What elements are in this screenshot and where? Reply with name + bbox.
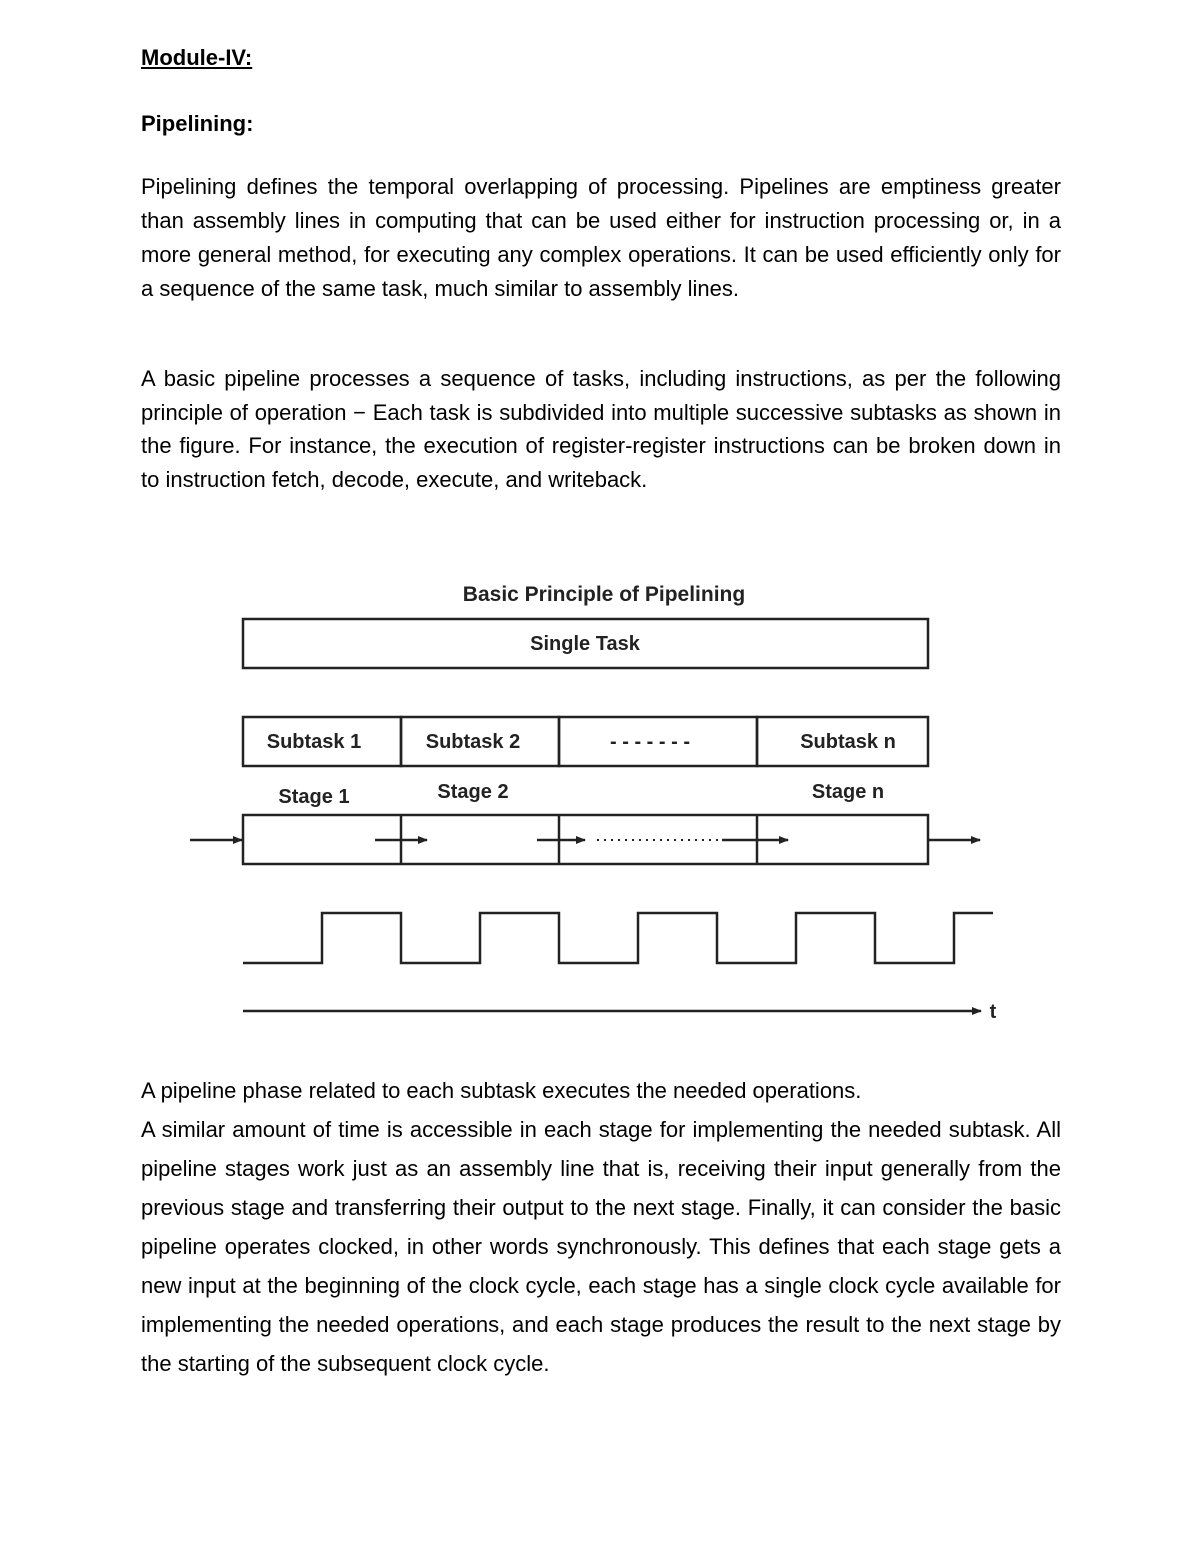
paragraph-2 (141, 362, 1061, 496)
paragraph-2-text: A basic pipeline processes a sequence of tasks, including instructions, as per the following principle of operation − Each task is subdivided into multiple successive subtasks as shown in the figure. For instance, the execution of register-register instructions can be broken down in to instruction fetch, decode, execute, and writeback. (141, 366, 1061, 492)
subtask-label-1: Subtask 1 (266, 731, 362, 753)
pipelining-figure (0, 570, 1200, 1040)
stage-box-row (243, 815, 928, 864)
clock-signal (243, 913, 993, 963)
single-task-label: Single Task (530, 633, 640, 655)
paragraph-1-text: Pipelining defines the temporal overlapping of processing. Pipelines are emptiness greater than assembly lines in computing that can be used either for instruction processing or, in a more general method, for executing any complex operations. It can be used efficiently only for a sequence of the same task, much similar to assembly lines. (141, 174, 1061, 301)
module-title: Module-IV: (141, 45, 253, 70)
paragraph-3 (141, 1071, 1061, 1383)
stage-label-n: Stage n (811, 781, 885, 803)
paragraph-3-lead: A pipeline phase related to each subtask executes the needed operations. (141, 1078, 862, 1103)
time-axis-label: t (989, 1001, 997, 1023)
subtask-label-n: Subtask n (800, 731, 896, 753)
stage-row (190, 815, 980, 864)
paragraph-3-body: A similar amount of time is accessible in each stage for implementing the needed subtask. All pipeline stages work just as an assembly line that is, receiving their input generally from the previous stage and transferring their output to the next stage. Finally, it can consider the basic pipeline operates clocked, in other words synchronously. This defines that each stage gets a new input at the beginning of the clock cycle, each stage has a single clock cycle available for implementing the needed operations, and each stage produces the result to the next stage by the starting of the subsequent clock cycle. (141, 1117, 1061, 1376)
subtask-label-dots: - - - - - - - (610, 731, 690, 753)
stage-label-1: Stage 1 (278, 786, 350, 808)
figure-title: Basic Principle of Pipelining (462, 583, 746, 606)
subtask-label-2: Subtask 2 (425, 731, 521, 753)
subtask-row (243, 717, 928, 766)
stage-label-2: Stage 2 (437, 781, 509, 803)
paragraph-1 (141, 170, 1061, 306)
section-title: Pipelining: (141, 111, 254, 136)
